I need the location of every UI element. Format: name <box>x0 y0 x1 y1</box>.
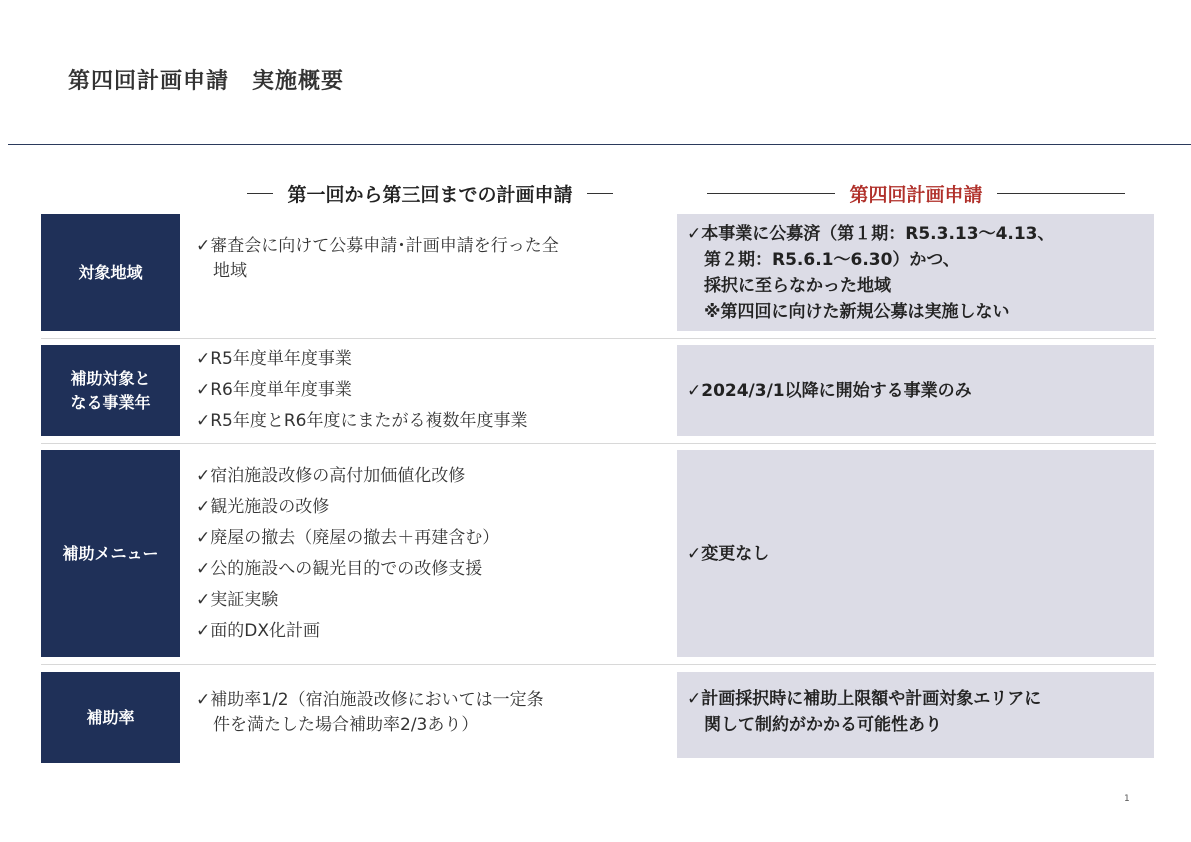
list-item: ✓実証実験 <box>196 589 279 610</box>
list-item: 第２期：R5.6.1～6.30）かつ、 <box>687 249 960 270</box>
page-title: 第四回計画申請 実施概要 <box>68 69 345 94</box>
list-item: ※第四回に向けた新規公募は実施しない <box>687 301 1010 322</box>
column-header-right-text: 第四回計画申請 <box>849 183 983 206</box>
list-item: ✓本事業に公募済（第１期：R5.3.13～4.13、 <box>687 223 1055 244</box>
title-divider <box>8 144 1191 145</box>
list-item: 件を満たした場合補助率2/3あり） <box>196 714 479 735</box>
list-item: 採択に至らなかった地域 <box>687 275 891 296</box>
row-left-subsidy-menu <box>196 450 656 657</box>
list-item: ✓公的施設への観光目的での改修支援 <box>196 558 483 579</box>
list-item: ✓面的DX化計画 <box>196 620 320 641</box>
list-item: ✓2024/3/1以降に開始する事業のみ <box>687 380 972 401</box>
list-item: ✓R5年度単年度事業 <box>196 349 352 369</box>
row-right-subsidy-rate <box>677 672 1154 758</box>
list-item: ✓補助率1/2（宿泊施設改修においては一定条 <box>196 689 544 710</box>
column-header-left-text: 第一回から第三回までの計画申請 <box>287 183 573 206</box>
row-divider <box>41 338 1156 339</box>
row-left-subsidy-rate <box>196 672 656 763</box>
row-divider <box>41 664 1156 665</box>
list-item: ✓R5年度とR6年度にまたがる複数年度事業 <box>196 411 528 431</box>
row-divider <box>41 443 1156 444</box>
header-rule <box>997 193 1125 194</box>
header-rule <box>247 193 273 194</box>
list-item: ✓宿泊施設改修の高付加価値化改修 <box>196 465 466 486</box>
row-right-subsidy-menu <box>677 450 1154 657</box>
list-item: ✓観光施設の改修 <box>196 496 330 517</box>
row-label-subsidy-menu: 補助メニュー <box>41 450 180 657</box>
list-item: 地域 <box>196 260 247 281</box>
column-header-right <box>676 180 1156 206</box>
list-item: ✓変更なし <box>687 543 770 564</box>
row-label-subsidy-rate: 補助率 <box>41 672 180 763</box>
row-left-project-year <box>196 345 656 436</box>
row-right-target-area <box>677 214 1154 331</box>
list-item: ✓計画採択時に補助上限額や計画対象エリアに <box>687 689 1042 709</box>
row-label-project-year: 補助対象と なる事業年 <box>41 345 180 436</box>
column-header-left <box>190 180 670 206</box>
row-right-project-year <box>677 345 1154 436</box>
header-rule <box>587 193 613 194</box>
list-item: 関して制約がかかる可能性あり <box>687 715 942 735</box>
header-rule <box>707 193 835 194</box>
list-item: ✓審査会に向けて公募申請･計画申請を行った全 <box>196 235 559 256</box>
list-item: ✓廃屋の撤去（廃屋の撤去＋再建含む） <box>196 527 500 548</box>
page-number: 1 <box>1124 794 1130 804</box>
row-label-target-area: 対象地域 <box>41 214 180 331</box>
row-left-target-area <box>196 214 656 331</box>
list-item: ✓R6年度単年度事業 <box>196 380 352 400</box>
